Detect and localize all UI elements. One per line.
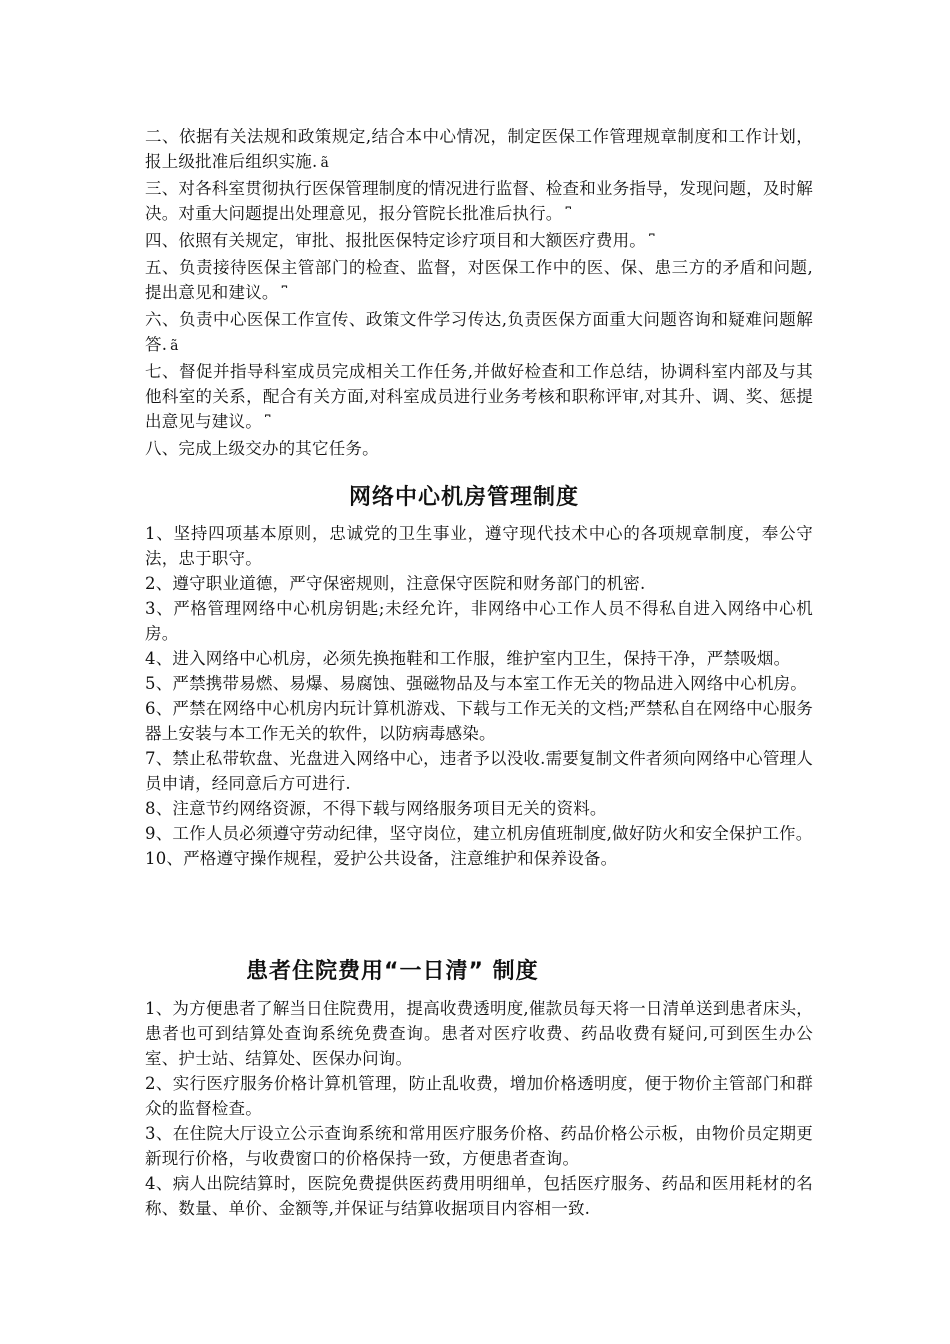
daily-billing-rules-title: 患者住院费用“一日清” 制度 [246,959,539,984]
rule-item: 3、严格管理网络中心机房钥匙;未经允许，非网络中心工作人员不得私自进入网络中心机房。 [145,599,813,643]
duty-item-2: 二、依据有关法规和政策规定,结合本中心情况，制定医保工作管理规章制度和工作计划，报上级批准后组织实施. ã [145,124,813,176]
billing-rule-item: 4、病人出院结算时，医院免费提供医药费用明细单，包括医疗服务、药品和医用耗材的名称、数量、单价、金额等,并保证与结算收据项目内容相一致. [145,1174,813,1218]
rule-item: 9、工作人员必须遵守劳动纪律，坚守岗位，建立机房值班制度,做好防火和安全保护工作。 [145,824,813,843]
rule-item: 8、注意节约网络资源，不得下载与网络服务项目无关的资料。 [145,799,607,818]
rule-item: 2、遵守职业道德，严守保密规则，注意保守医院和财务部门的机密. [145,574,646,593]
duties-section [145,124,813,461]
rule-item: 4、进入网络中心机房，必须先换拖鞋和工作服，维护室内卫生，保持干净，严禁吸烟。 [145,649,791,668]
network-room-rules-section [145,521,813,871]
duty-item-7: 七、督促并指导科室成员完成相关工作任务,并做好检查和工作总结，协调科室内部及与其他科室的关系，配合有关方面,对科室成员进行业务考核和职称评审,对其升、调、奖、惩提出意见与建议。 ⎴ [145,359,813,436]
rule-item: 1、坚持四项基本原则，忠诚党的卫生事业，遵守现代技术中心的各项规章制度，奉公守法，忠于职守。 [145,524,813,568]
duty-item-5: 五、负责接待医保主管部门的检查、监督，对医保工作中的医、保、患三方的矛盾和问题,提出意见和建议。 ⎴ [145,255,813,307]
paragraph-mark: ã [320,155,329,171]
paragraph-mark: ⎴ [281,286,288,302]
duty-item-8: 八、完成上级交办的其它任务。 [145,439,379,458]
duty-item-6: 六、负责中心医保工作宣传、政策文件学习传达,负责医保方面重大问题咨询和疑难问题解答. ã [145,307,813,359]
paragraph-mark: ⎴ [565,207,572,223]
network-room-rules-title: 网络中心机房管理制度 [349,485,580,510]
daily-billing-rules-section [145,996,813,1221]
billing-rule-item: 3、在住院大厅设立公示查询系统和常用医疗服务价格、药品价格公示板，由物价员定期更新现行价格，与收费窗口的价格保持一致，方便患者查询。 [145,1124,813,1168]
billing-rule-item: 2、实行医疗服务价格计算机管理，防止乱收费，增加价格透明度，便于物价主管部门和群众的监督检查。 [145,1074,813,1118]
paragraph-mark: ⎴ [264,415,271,431]
duty-item-4: 四、依照有关规定，审批、报批医保特定诊疗项目和大额医疗费用。 ⎴ [145,228,813,255]
rule-item: 6、严禁在网络中心机房内玩计算机游戏、下载与工作无关的文档;严禁私自在网络中心服务器上安装与本工作无关的软件，以防病毒感染。 [145,699,813,743]
rule-item: 7、禁止私带软盘、光盘进入网络中心，违者予以没收.需要复制文件者须向网络中心管理人员申请，经同意后方可进行. [145,749,813,793]
rule-item: 5、严禁携带易燃、易爆、易腐蚀、强磁物品及与本室工作无关的物品进入网络中心机房。 [145,674,807,693]
billing-rule-item: 1、为方便患者了解当日住院费用，提高收费透明度,催款员每天将一日清单送到患者床头，患者也可到结算处查询系统免费查询。患者对医疗收费、药品收费有疑问,可到医生办公室、护士站、结算处、医保办问询。 [145,999,813,1068]
rule-item: 10、严格遵守操作规程，爱护公共设备，注意维护和保养设备。 [145,849,618,868]
duty-item-3: 三、对各科室贯彻执行医保管理制度的情况进行监督、检查和业务指导，发现问题，及时解决。对重大问题提出处理意见，报分管院长批准后执行。 ⎴ [145,176,813,228]
paragraph-mark: ⎴ [649,234,655,250]
paragraph-mark: ã [170,338,179,354]
